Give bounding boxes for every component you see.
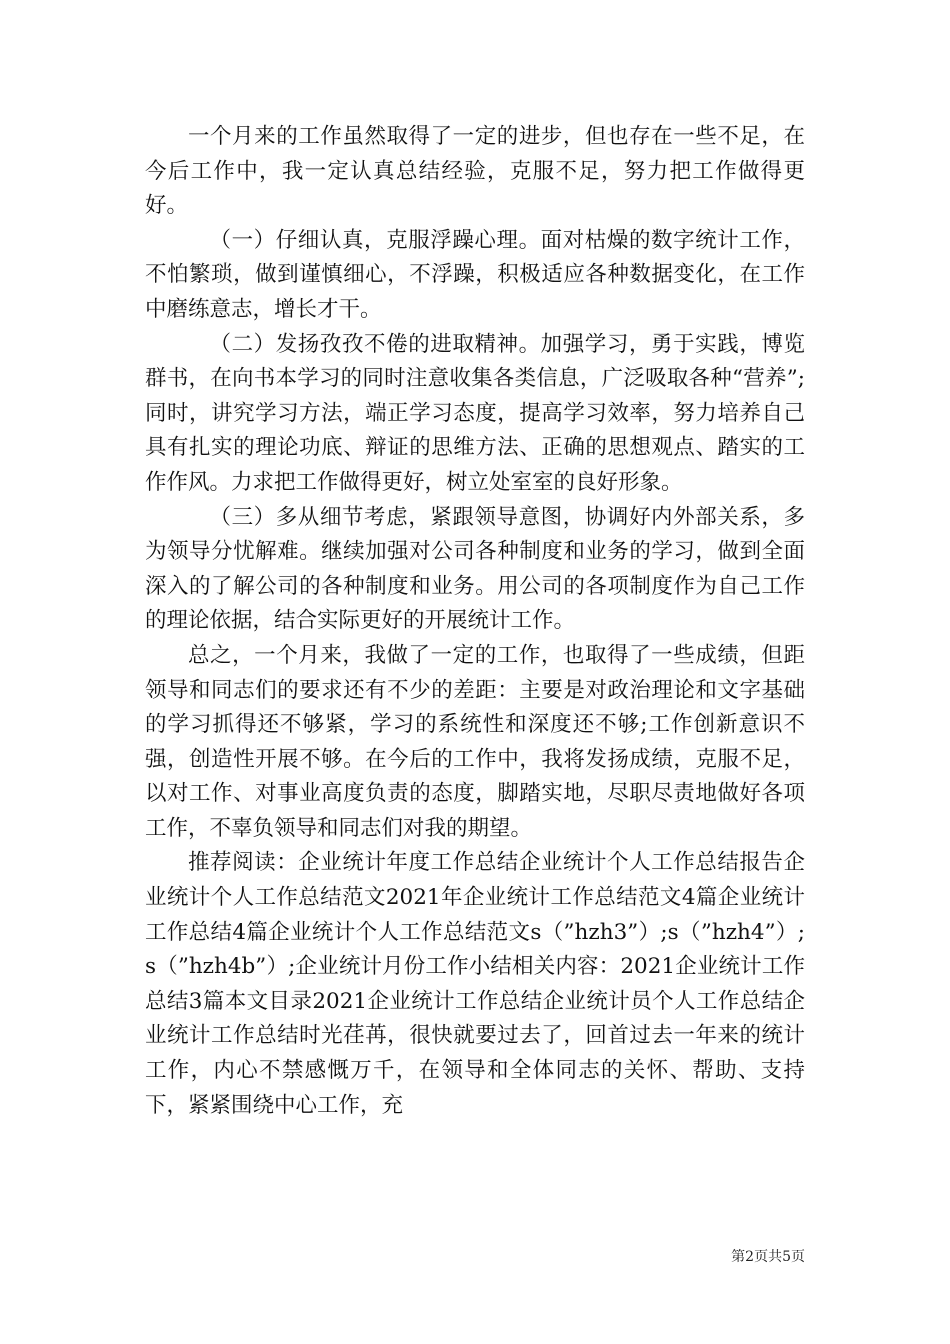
page-number-footer: 第2页共5页 — [731, 1249, 805, 1265]
paragraph-summary: 总之，一个月来，我做了一定的工作，也取得了一些成绩，但距领导和同志们的要求还有不少的差距：主要是对政治理论和文字基础的学习抓得还不够紧，学习的系统性和深度还不够;工作创新意识不强，创造性开展不够。在今后的工作中，我将发扬成绩，克服不足，以对工作、对事业高度负责的态度，脚踏实地，尽职尽责地做好各项工作，不辜负领导和同志们对我的期望。 — [145, 642, 805, 841]
paragraph-recommended-reading: 推荐阅读：企业统计年度工作总结企业统计个人工作总结报告企业统计个人工作总结范文2021年企业统计工作总结范文4篇企业统计工作总结4篇企业统计个人工作总结范文s（”hzh3”）;s（”hzh4”）;s（”hzh4b”）;企业统计月份工作小结相关内容：2021企业统计工作总结3篇本文目录2021企业统计工作总结企业统计员个人工作总结企业统计工作总结时光荏苒，很快就要过去了，回首过去一年来的统计工作，内心不禁感慨万千，在领导和全体同志的关怀、帮助、支持下，紧紧围绕中心工作，充 — [145, 850, 805, 1118]
paragraph-point-one: （一）仔细认真，克服浮躁心理。面对枯燥的数字统计工作，不怕繁琐，做到谨慎细心，不浮躁，积极适应各种数据变化，在工作中磨练意志，增长才干。 — [145, 227, 805, 322]
paragraph-point-three: （三）多从细节考虑，紧跟领导意图，协调好内外部关系，多为领导分忧解难。继续加强对公司各种制度和业务的学习，做到全面深入的了解公司的各种制度和业务。用公司的各项制度作为自己工作的理论依据，结合实际更好的开展统计工作。 — [145, 504, 805, 634]
paragraph-intro: 一个月来的工作虽然取得了一定的进步，但也存在一些不足，在今后工作中，我一定认真总结经验，克服不足，努力把工作做得更好。 — [145, 124, 805, 219]
paragraph-point-two: （二）发扬孜孜不倦的进取精神。加强学习，勇于实践，博览群书，在向书本学习的同时注意收集各类信息，广泛吸取各种“营养”;同时，讲究学习方法，端正学习态度，提高学习效率，努力培养自己具有扎实的理论功底、辩证的思维方法、正确的思想观点、踏实的工作作风。力求把工作做得更好，树立处室室的良好形象。 — [145, 331, 805, 495]
document-body — [145, 120, 805, 1123]
